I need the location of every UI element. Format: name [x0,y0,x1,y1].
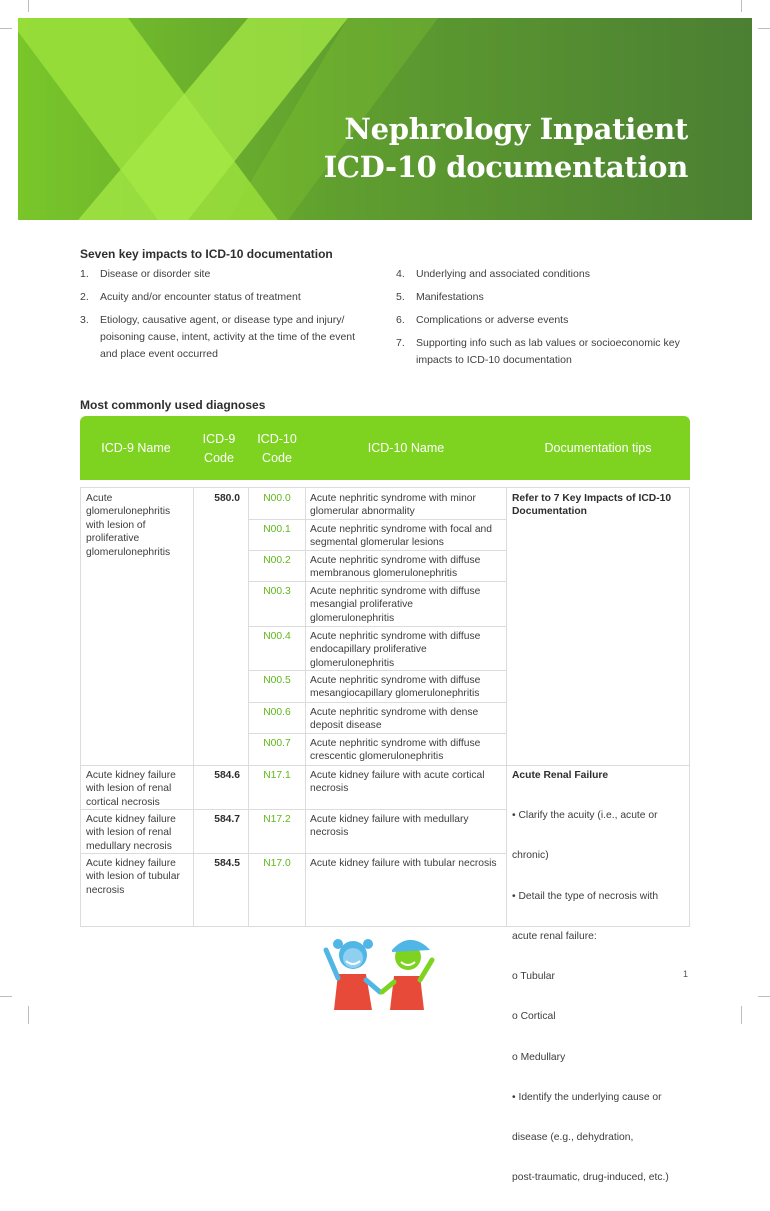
icd10-name: Acute nephritic syndrome with dense deposit disease [310,707,479,732]
header-banner [18,18,752,220]
icd10-code: N00.0 [263,493,291,504]
impact-text: Manifestations [416,291,484,303]
crop-mark [741,0,742,12]
impact-item [80,289,370,309]
icd10-code: N00.5 [263,675,291,686]
row-divider [249,581,506,582]
tip-list [512,782,688,1211]
row-divider [249,519,506,520]
impact-item [396,289,691,309]
tip-line: o Tubular [512,971,555,983]
column-divider [305,488,306,926]
impact-number: 6. [396,314,405,326]
tip-line: acute renal failure: [512,930,597,942]
icd10-code: N17.1 [263,770,291,781]
crop-mark [0,996,12,997]
tip-line: o Cortical [512,1011,556,1023]
impact-text: Complications or adverse events [416,314,569,326]
column-header-icd9-code: ICD-9 Code [202,432,236,465]
impacts-list-left [80,266,370,366]
row-divider [249,702,506,703]
icd9-name: Acute kidney failure with lesion of renal cortical necrosis [86,770,176,808]
icd10-code: N00.7 [263,738,291,749]
icd10-code: N00.1 [263,524,291,535]
icd10-name: Acute nephritic syndrome with minor glomerular abnormality [310,493,476,518]
documentation-tip [512,769,688,1211]
impact-number: 3. [80,314,89,326]
icd10-name: Acute kidney failure with medullary necrosis [310,814,469,839]
impact-item [396,266,691,286]
impact-number: 1. [80,268,89,280]
impact-number: 4. [396,268,405,280]
table-header [80,416,690,480]
impacts-heading: Seven key impacts to ICD-10 documentation [80,247,333,261]
icd10-name: Acute kidney failure with acute cortical necrosis [310,770,485,795]
icd9-code: 584.6 [214,770,240,781]
tip-title: Acute Renal Failure [512,770,609,781]
impact-number: 5. [396,291,405,303]
row-divider [249,550,506,551]
icd9-name: Acute kidney failure with lesion of renal medullary necrosis [86,814,176,852]
crop-mark [0,28,12,29]
icd10-code: N17.2 [263,814,291,825]
icd10-code: N00.6 [263,707,291,718]
crop-mark [28,1006,29,1024]
impact-text: Acuity and/or encounter status of treatment [100,291,301,303]
column-header-icd10-name: ICD-10 Name [367,441,445,455]
icd10-name: Acute kidney failure with tubular necrosis [310,858,497,869]
crop-mark [741,1006,742,1024]
impact-item [396,312,691,332]
tip-line: • Detail the type of necrosis with [512,890,659,902]
icd10-name: Acute nephritic syndrome with diffuse mesangial proliferative glomerulonephritis [310,586,481,624]
tip-line: • Clarify the acuity (i.e., acute or [512,810,658,822]
icd10-code: N00.4 [263,631,291,642]
column-header-icd9-name: ICD-9 Name [101,441,171,455]
tip-line: chronic) [512,850,549,862]
impact-text: Disease or disorder site [100,268,211,280]
impact-text: Underlying and associated conditions [416,268,590,280]
impact-number: 7. [396,337,405,349]
icd9-name: Acute kidney failure with lesion of tubular necrosis [86,858,180,896]
row-divider [249,733,506,734]
icd10-name: Acute nephritic syndrome with diffuse crescentic glomerulonephritis [310,738,481,763]
icd10-code: N00.3 [263,586,291,597]
impact-number: 2. [80,291,89,303]
tip-line: • Identify the underlying cause or [512,1091,662,1103]
impact-item [396,335,691,369]
impact-text: Supporting info such as lab values or socioeconomic key impacts to ICD-10 documentation [416,337,680,366]
impact-item [80,312,370,363]
column-header-documentation-tips: Documentation tips [544,441,652,455]
row-divider [249,626,506,627]
icd10-code: N17.0 [263,858,291,869]
icd10-name: Acute nephritic syndrome with focal and segmental glomerular lesions [310,524,493,549]
diagnoses-heading: Most commonly used diagnoses [80,398,266,412]
tip-line: post-traumatic, drug-induced, etc.) [512,1172,669,1184]
crop-mark [758,996,770,997]
children-illustration [322,930,442,1012]
icd9-code: 584.5 [214,858,240,869]
impact-text: Etiology, causative agent, or disease type and injury/ poisoning cause, intent, activity at the time of the event and place event occurred [100,314,356,360]
icd9-code: 584.7 [214,814,240,825]
column-divider [506,488,507,926]
icd9-name: Acute glomerulonephritis with lesion of proliferative glomerulonephritis [86,493,171,558]
tip-line: o Medullary [512,1051,566,1063]
page-title [324,110,688,186]
column-header-icd10-code: ICD-10 Code [257,432,297,465]
page-number: 1 [683,969,689,979]
row-divider [81,765,689,766]
crop-mark [28,0,29,12]
diagnoses-table [80,487,690,1184]
crop-mark [758,28,770,29]
tip-line: disease (e.g., dehydration, [512,1131,634,1143]
impacts-list-right [396,266,691,372]
impact-item [80,266,370,286]
icd10-name: Acute nephritic syndrome with diffuse membranous glomerulonephritis [310,555,481,580]
icd10-name: Acute nephritic syndrome with diffuse endocapillary proliferative glomerulonephritis [310,631,481,669]
icd10-name: Acute nephritic syndrome with diffuse mesangiocapillary glomerulonephritis [310,675,481,700]
icd9-code: 580.0 [214,493,240,504]
icd10-code: N00.2 [263,555,291,566]
documentation-tip: Refer to 7 Key Impacts of ICD-10 Documentation [512,493,672,518]
title-line-2: ICD-10 documentation [323,150,688,184]
title-line-1: Nephrology Inpatient [344,112,688,146]
